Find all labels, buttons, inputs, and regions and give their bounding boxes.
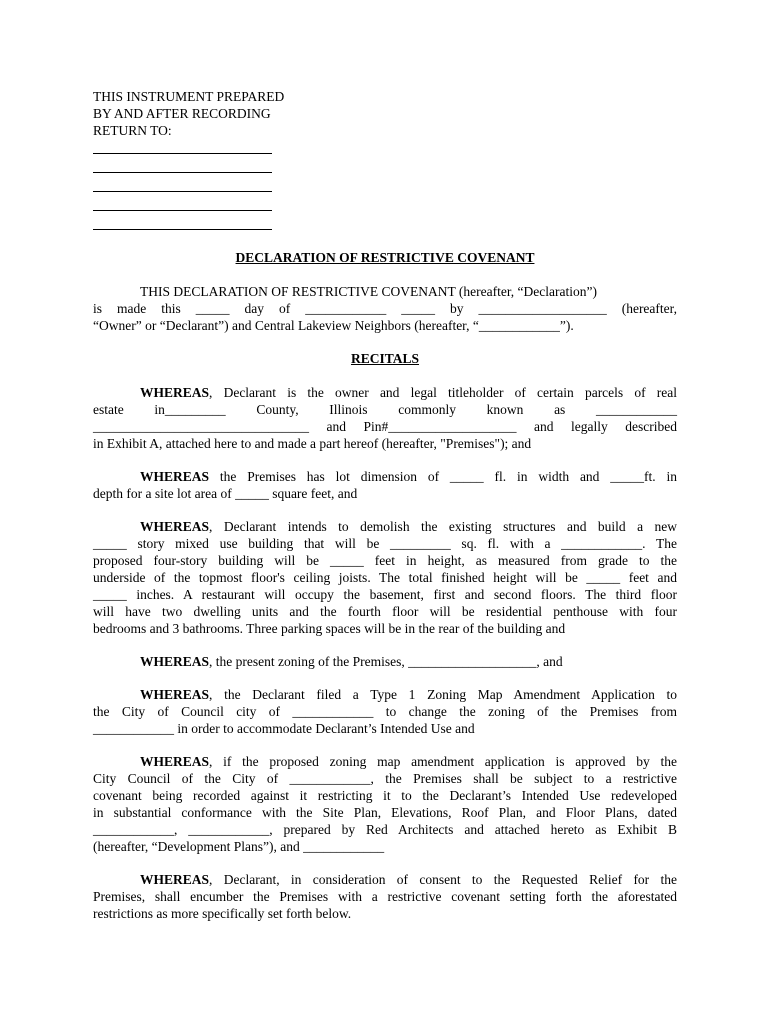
whereas-5-text: , the Declarant filed a Type 1 Zoning Map Amendment Application to [209, 687, 677, 702]
whereas-7-first-line [140, 871, 677, 888]
whereas-1-line: estate in_________ County, Illinois commonly known as ____________ [93, 402, 677, 417]
whereas-label: WHEREAS [140, 469, 210, 484]
whereas-3-line: underside of the topmost floor's ceiling joists. The total finished height will be _____ feet and [93, 570, 677, 585]
whereas-5-first-line [140, 686, 677, 703]
header-line-2: BY AND AFTER RECORDING [93, 106, 271, 121]
whereas-7-line: restrictions as more specifically set forth below. [93, 906, 352, 921]
whereas-4-text: , the present zoning of the Premises, ___________________, and [209, 654, 563, 669]
whereas-5-line: the City of Council city of ____________ to change the zoning of the Premises from [93, 704, 677, 719]
recitals-heading: RECITALS [350, 351, 420, 366]
intro-line-3: “Owner” or “Declarant”) and Central Lakeview Neighbors (hereafter, “____________”). [93, 318, 574, 333]
whereas-1-text: , Declarant is the owner and legal titleholder of certain parcels of real [209, 385, 677, 400]
whereas-1-line: ________________________________ and Pin#___________________ and legally described [93, 419, 677, 434]
return-address-blank-5 [93, 229, 272, 230]
whereas-7-text: , Declarant, in consideration of consent to the Requested Relief for the [209, 872, 677, 887]
whereas-5-line: ____________ in order to accommodate Declarant’s Intended Use and [93, 721, 475, 736]
header-line-3: RETURN TO: [93, 123, 172, 138]
intro-line-2: is made this _____ day of ____________ _____ by ___________________ (hereafter, [93, 301, 677, 316]
whereas-label: WHEREAS [140, 687, 210, 702]
return-address-blank-3 [93, 191, 272, 192]
whereas-3-line: will have two dwelling units and the fourth floor will be residential penthouse with four [93, 604, 677, 619]
whereas-3-text: , Declarant intends to demolish the existing structures and build a new [209, 519, 677, 534]
whereas-1-line: in Exhibit A, attached here to and made a part hereof (hereafter, "Premises"); and [93, 436, 532, 451]
whereas-6-line: in substantial conformance with the Site Plan, Elevations, Roof Plan, and Floor Plans, dated [93, 805, 677, 820]
whereas-4-first-line [140, 653, 563, 670]
whereas-6-line: City Council of the City of ____________, the Premises shall be subject to a restrictive [93, 771, 677, 786]
whereas-6-line: covenant being recorded against it restricting it to the Declarant’s Intended Use redeveloped [93, 788, 677, 803]
intro-line-1: THIS DECLARATION OF RESTRICTIVE COVENANT (hereafter, “Declaration”) [140, 284, 597, 299]
whereas-3-line: bedrooms and 3 bathrooms. Three parking spaces will be in the rear of the building and [93, 621, 566, 636]
whereas-1-first-line [140, 384, 677, 401]
whereas-label: WHEREAS [140, 654, 210, 669]
whereas-label: WHEREAS [140, 519, 210, 534]
whereas-3-line: proposed four-story building will be _____ feet in height, as measured from grade to the [93, 553, 677, 568]
whereas-label: WHEREAS [140, 754, 210, 769]
whereas-2-line: depth for a site lot area of _____ square feet, and [93, 486, 358, 501]
whereas-2-first-line [140, 468, 677, 485]
header-line-1: THIS INSTRUMENT PREPARED [93, 89, 285, 104]
whereas-3-line: _____ inches. A restaurant will occupy the basement, first and second floors. The third floor [93, 587, 677, 602]
whereas-3-line: _____ story mixed use building that will be _________ sq. fl. with a ____________. The [93, 536, 677, 551]
whereas-6-first-line [140, 753, 677, 770]
whereas-2-text: the Premises has lot dimension of _____ fl. in width and _____ft. in [209, 469, 677, 484]
whereas-6-text: , if the proposed zoning map amendment application is approved by the [209, 754, 677, 769]
whereas-7-line: Premises, shall encumber the Premises with a restrictive covenant setting forth the aforestated [93, 889, 677, 904]
whereas-6-line: ____________, ____________, prepared by Red Architects and attached hereto as Exhibit B [93, 822, 677, 837]
return-address-blank-1 [93, 153, 272, 154]
return-address-blank-4 [93, 210, 272, 211]
whereas-label: WHEREAS [140, 872, 210, 887]
return-address-blank-2 [93, 172, 272, 173]
document-title: DECLARATION OF RESTRICTIVE COVENANT [235, 250, 535, 265]
whereas-label: WHEREAS [140, 385, 210, 400]
whereas-3-first-line [140, 518, 677, 535]
whereas-6-line: (hereafter, “Development Plans”), and ____________ [93, 839, 385, 854]
